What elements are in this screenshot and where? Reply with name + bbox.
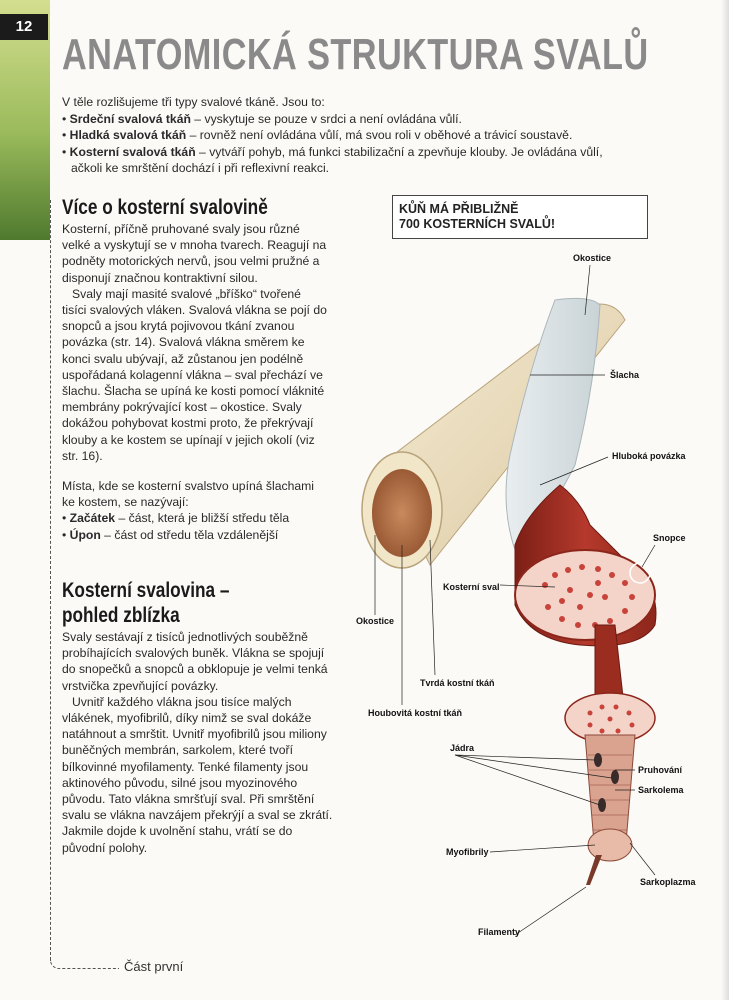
- section1-paragraph-2: Svaly mají masité svalové „bříško“ tvořené tisíci svalových vláken. Svalová vlákna se pojí do snopců a jsou krytá pojivovou tkání zvanou povázka (str. 14). Svalová vlákna směrem ke konci svalu ubývají, až zůstanou jen podélně uspořádaná kolagenní vlákna – sval přechází ve šlachu. Šlacha se upíná ke kosti pomocí vláknité membrány pokrývající kost – okostice. Svaly dokážou pohybovat kostmi proto, že překrývají klouby a ke kostem se upínají v jejich okolí (viz str. 16).: [62, 286, 327, 463]
- label-sarcolemma: Sarkolema: [638, 785, 684, 795]
- intro-item-term: Kosterní svalová tkáň: [69, 144, 196, 159]
- intro-item-text: – vytváří pohyb, má funkci stabilizační a zpevňuje klouby. Je ovládána vůlí, ačkoli ke smrštění dochází i při reflexivní reakci.: [71, 144, 603, 175]
- intro-item-text: – vyskytuje se pouze v srdci a není ovládána vůlí.: [190, 111, 462, 126]
- section1-item-insertion: • Úpon – část od středu těla vzdálenější: [62, 527, 279, 542]
- section1-paragraph-1: Kosterní, příčně pruhované svaly jsou různé velké a vyskytují se v mnoha tvarech. Reagují na podněty motorických nervů, jsou velmi pružné a disponují značnou kontraktivní silou.: [62, 222, 327, 285]
- label-myofibrils: Myofibrily: [446, 847, 489, 857]
- label-fascicles: Snopce: [653, 533, 686, 543]
- callout-line-1: KŮŇ MÁ PŘIBLIŽNĚ: [399, 202, 519, 216]
- intro-lead: V těle rozlišujeme tři typy svalové tkáně. Jsou to:: [62, 95, 325, 109]
- section2-paragraph-2: Uvnitř každého vlákna jsou tisíce malých vlákének, myofibrilů, díky nimž se sval dokáže natáhnout a smrštit. Uvnitř myofibrilů jsou miliony buněčných membrán, sarkolem, které tvoří bílkovinné myofilamenty. Tenké filamenty jsou aktinového původu, silné jsou myozinového původu. Tato vlákna smršťují sval. Při smrštění svalu se vlákna navzájem překrýjí a sval se zkrátí. Jakmile dojde k uvolnění stahu, vrátí se do původní polohy.: [62, 694, 333, 855]
- section2-heading: [62, 578, 229, 628]
- fact-callout-box: [392, 195, 648, 239]
- section1-item-term: Začátek: [69, 511, 116, 526]
- myofilament: [586, 855, 602, 885]
- nucleus: [594, 753, 602, 767]
- footer-dashed-connector: [50, 960, 119, 969]
- section2-heading-line-1: Kosterní svalovina –: [62, 579, 230, 602]
- label-striations: Pruhování: [638, 765, 683, 775]
- label-sarcoplasm: Sarkoplazma: [640, 877, 696, 887]
- page-title: ANATOMICKÁ STRUKTURA SVALŮ: [62, 30, 649, 79]
- section1-heading: Více o kosterní svalovině: [62, 196, 268, 219]
- label-spongy-bone: Houbovitá kostní tkáň: [368, 708, 463, 718]
- section2-heading-line-2: pohled zblízka: [62, 604, 180, 627]
- page-number: 12: [0, 14, 48, 40]
- label-skeletal-muscle: Kosterní sval: [443, 582, 500, 592]
- footer-part-label: Část první: [124, 959, 184, 974]
- muscle-anatomy-figure: [340, 245, 729, 945]
- section1-paragraph-3: Místa, kde se kosterní svalstvo upíná šlachami ke kostem, se nazývají:: [62, 479, 314, 510]
- margin-dashed-line: [50, 200, 51, 960]
- spongy-bone-core: [372, 469, 432, 557]
- section2-body: [62, 629, 334, 856]
- intro-item-text: – rovněž není ovládána vůlí, má svou roli v oběhové a trávicí soustavě.: [186, 128, 573, 142]
- label-tendon: Šlacha: [610, 370, 640, 380]
- section2-paragraph-1: Svaly sestávají z tisíců jednotlivých souběžně probíhajících svalových buněk. Vlákna se spojují do snopečků a snopců a obklopuje je velmi tenká vrstvička zpevňující povázky.: [62, 630, 328, 693]
- section1-item-origin: • Začátek – část, která je bližší středu těla: [62, 511, 290, 526]
- callout-line-2: 700 KOSTERNÍCH SVALŮ!: [399, 217, 556, 231]
- section1-item-text: – část od středu těla vzdálenější: [100, 527, 279, 542]
- intro-item-term: Hladká svalová tkáň: [69, 128, 187, 142]
- intro-block: [62, 94, 637, 177]
- label-nuclei: Jádra: [450, 743, 475, 753]
- section1-item-term: Úpon: [69, 527, 101, 542]
- muscle-structure-illustration: [340, 245, 729, 950]
- label-filaments: Filamenty: [478, 927, 521, 937]
- intro-item-smooth: • Hladká svalová tkáň – rovněž není ovládána vůlí, má svou roli v oběhové a trávicí soustavě.: [62, 128, 573, 142]
- intro-item-cardiac: • Srdeční svalová tkáň – vyskytuje se pouze v srdci a není ovládána vůlí.: [62, 111, 462, 126]
- label-deep-fascia: Hluboká povázka: [612, 451, 686, 461]
- intro-item-skeletal: • Kosterní svalová tkáň – vytváří pohyb, má funkci stabilizační a zpevňuje klouby. Je ovládána vůlí, ačkoli ke smrštění dochází i při reflexivní reakci.: [62, 144, 603, 175]
- section1-item-text: – část, která je bližší středu těla: [115, 511, 290, 526]
- section1-body: [62, 221, 327, 543]
- label-compact-bone: Tvrdá kostní tkáň: [420, 678, 495, 688]
- intro-item-term: Srdeční svalová tkáň: [69, 111, 191, 126]
- label-periosteum-top: Okostice: [573, 253, 612, 263]
- label-periosteum-left: Okostice: [356, 616, 395, 626]
- nucleus: [611, 770, 619, 784]
